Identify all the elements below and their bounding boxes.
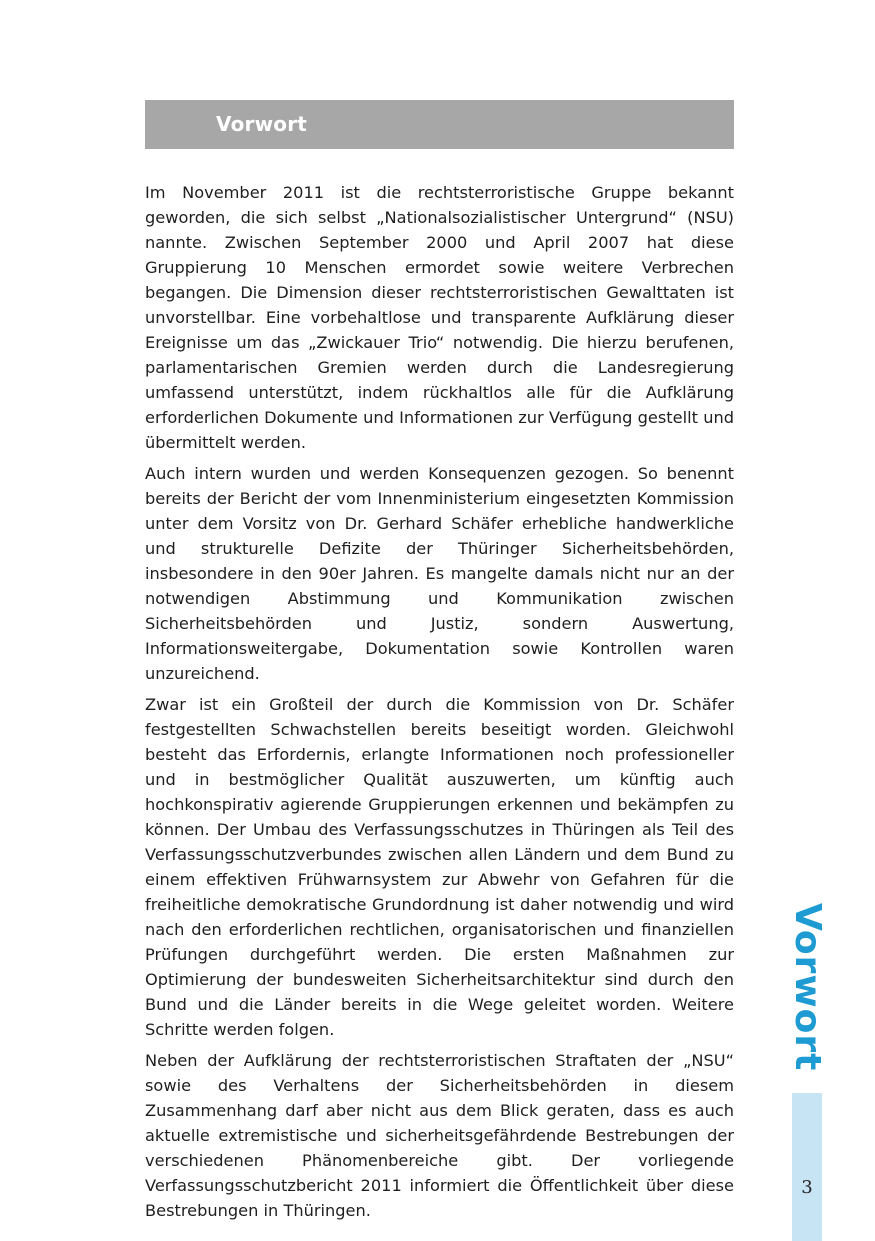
- paragraph: Auch intern wurden und werden Konsequenzen gezogen. So benennt bereits der Bericht der vom Innenministerium eingesetzten Kommission unter dem Vorsitz von Dr. Gerhard Schäfer erhebliche handwerkliche und strukturelle Defizite der Thüringer Sicherheitsbehörden, insbesondere in den 90er Jahren. Es mangelte damals nicht nur an der notwendigen Abstimmung und Kommunikation zwischen Sicherheitsbehörden und Justiz, sondern Auswertung, Informationsweitergabe, Dokumentation sowie Kontrollen waren unzureichend.: [145, 464, 734, 683]
- paragraph: Zwar ist ein Großteil der durch die Kommission von Dr. Schäfer festgestellten Schwachstellen bereits beseitigt worden. Gleichwohl besteht das Erfordernis, erlangte Informationen noch professioneller und in bestmöglicher Qualität auszuwerten, um künftig auch hochkonspirativ agierende Gruppierungen erkennen und bekämpfen zu können. Der Umbau des Verfassungsschutzes in Thüringen als Teil des Verfassungsschutzverbundes zwischen allen Ländern und dem Bund zu einem effektiven Frühwarnsystem zur Abwehr von Gefahren für die freiheitliche demokratische Grundordnung ist daher notwendig und wird nach den erforderlichen rechtlichen, organisatorischen und finanziellen Prüfungen durchgeführt werden. Die ersten Maßnahmen zur Optimierung der bundesweiten Sicherheitsarchitektur sind durch den Bund und die Länder bereits in die Wege geleitet worden. Weitere Schritte werden folgen.: [145, 695, 734, 1039]
- side-section-title: [782, 903, 832, 1072]
- page-number: 3: [801, 1177, 813, 1198]
- section-heading-bar: [145, 100, 734, 149]
- paragraph: Im November 2011 ist die rechtsterroristische Gruppe bekannt geworden, die sich selbst „Nationalsozialistischer Untergrund“ (NSU) nannte. Zwischen September 2000 und April 2007 hat diese Gruppierung 10 Menschen ermordet sowie weitere Verbrechen begangen. Die Dimension dieser rechtsterroristischen Gewalttaten ist unvorstellbar. Eine vorbehaltlose und transparente Aufklärung dieser Ereignisse um das „Zwickauer Trio“ notwendig. Die hierzu berufenen, parlamentarischen Gremien werden durch die Landesregierung umfassend unterstützt, indem rückhaltlos alle für die Aufklärung erforderlichen Dokumente und Informationen zur Verfügung gestellt und übermittelt werden.: [145, 183, 734, 452]
- page-tab: [792, 1093, 822, 1241]
- paragraph: Neben der Aufklärung der rechtsterroristischen Straftaten der „NSU“ sowie des Verhaltens der Sicherheitsbehörden in diesem Zusammenhang darf aber nicht aus dem Blick geraten, dass es auch aktuelle extremistische und sicherheitsgefährdende Bestrebungen der verschiedenen Phänomenbereiche gibt. Der vorliegende Verfassungsschutzbericht 2011 informiert die Öffentlichkeit über diese Bestrebungen in Thüringen.: [145, 1051, 734, 1220]
- page-title: Vorwort: [216, 112, 308, 136]
- body-text: [145, 180, 734, 1229]
- side-section-title-text: Vorwort: [787, 903, 828, 1072]
